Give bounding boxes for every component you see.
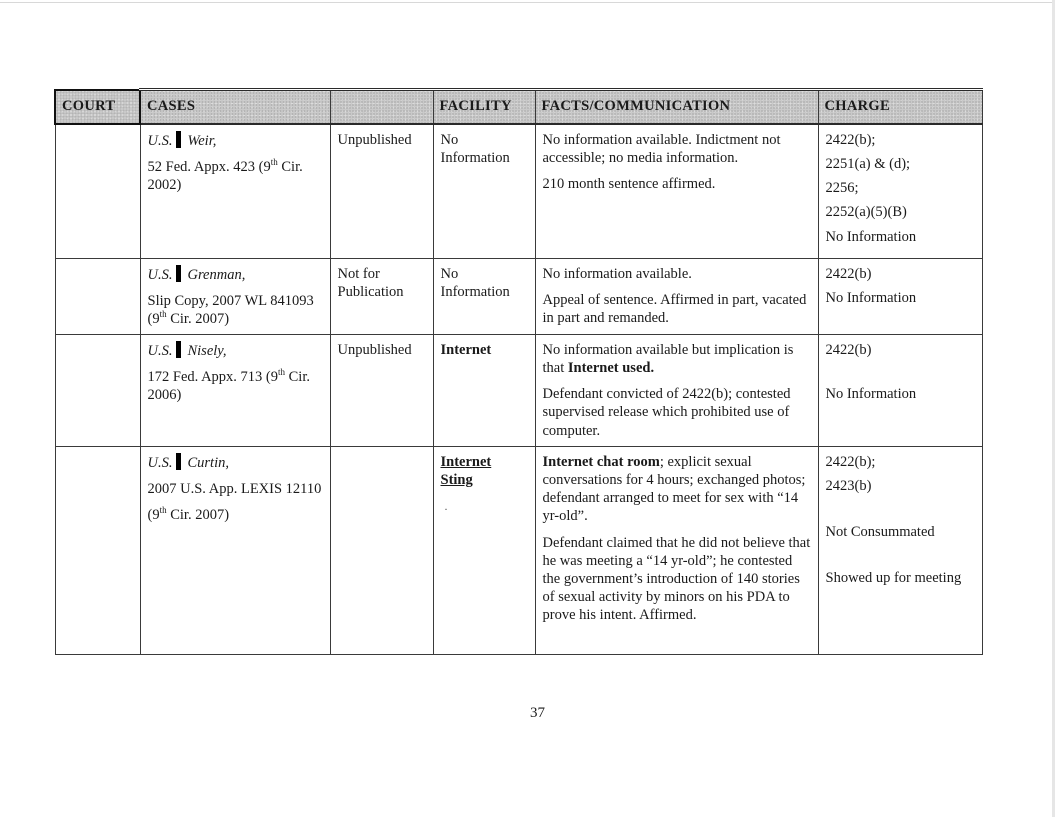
case-citation: Slip Copy, 2007 WL 841093 (9th Cir. 2007): [147, 292, 314, 327]
table-row: [55, 447, 982, 655]
header-cases: CASES: [140, 90, 330, 125]
charge-item: No Information: [825, 289, 917, 306]
header-facility: FACILITY: [433, 90, 535, 125]
charge-item: 2251(a) & (d);: [825, 156, 911, 173]
court-cell: [55, 124, 140, 258]
case-prefix: U.S.: [147, 343, 173, 359]
facility-mark: .: [444, 499, 448, 514]
case-citation: 172 Fed. Appx. 713 (9th Cir. 2006): [147, 367, 310, 404]
facts-paragraph: No information available.: [542, 265, 692, 282]
case-citation-court: (9th Cir. 2007): [147, 505, 230, 524]
case-cell: [140, 124, 330, 258]
case-prefix: U.S.: [147, 266, 173, 283]
table-row: [55, 124, 982, 258]
case-table: [54, 88, 983, 655]
charge-item: 2423(b): [825, 478, 872, 495]
facts-paragraph: Internet chat room; explicit sexual conversations for 4 hours; exchanged photos; defendant arranged to meet for sex with “14 yr-old”.: [542, 454, 806, 525]
page-number: 37: [530, 705, 545, 721]
facts-paragraph: No information available. Indictment not accessible; no media information.: [542, 132, 781, 167]
header-charge: CHARGE: [818, 90, 982, 125]
court-cell: [55, 258, 140, 334]
facts-paragraph: Appeal of sentence. Affirmed in part, vacated in part and remanded.: [542, 291, 807, 326]
facility-cell: No Information: [433, 258, 535, 334]
court-cell: [55, 335, 140, 447]
header-facts: FACTS/COMMUNICATION: [535, 90, 818, 125]
charge-item: 2422(b): [825, 342, 872, 358]
chat-room-text: Internet chat room: [542, 454, 660, 470]
facility-cell: [433, 447, 535, 655]
status-cell: Unpublished: [330, 124, 433, 258]
table-row: [55, 335, 982, 447]
charge-item: No Information: [825, 228, 917, 245]
table-row: [55, 258, 982, 334]
status-cell: Not for Publication: [330, 258, 433, 334]
charge-cell: [818, 258, 982, 334]
charge-item: 2422(b): [825, 265, 872, 282]
redaction-bar: [176, 453, 181, 470]
header-court: COURT: [55, 90, 140, 125]
header-status: [330, 90, 433, 125]
facts-cell: [535, 335, 818, 447]
charge-cell: [818, 447, 982, 655]
facts-paragraph: 210 month sentence affirmed.: [542, 176, 716, 193]
court-cell: [55, 447, 140, 655]
facility-label: Sting: [440, 472, 473, 489]
facts-paragraph: Defendant convicted of 2422(b); contested supervised release which prohibited use of computer.: [542, 386, 791, 439]
case-name: Weir,: [187, 133, 217, 149]
facts-cell: [535, 447, 818, 655]
facility-cell: No Information: [433, 124, 535, 258]
case-name: Grenman,: [187, 266, 246, 283]
charge-cell: [818, 124, 982, 258]
case-cell: [140, 335, 330, 447]
internet-used-text: Internet used.: [567, 360, 655, 377]
case-prefix: U.S.: [147, 133, 173, 149]
top-rule: [0, 2, 1055, 3]
charge-item: 2422(b);: [825, 132, 876, 148]
charge-item: 2422(b);: [825, 454, 876, 470]
redaction-bar: [176, 265, 181, 282]
facts-cell: [535, 124, 818, 258]
case-citation: 2007 U.S. App. LEXIS 12110: [147, 481, 322, 498]
charge-item: Showed up for meeting: [825, 570, 962, 587]
case-cell: [140, 258, 330, 334]
status-cell: Unpublished: [330, 335, 433, 447]
case-citation: 52 Fed. Appx. 423 (9th Cir. 2002): [147, 157, 303, 194]
charge-item: Not Consummated: [825, 524, 935, 541]
redaction-bar: [176, 341, 181, 358]
facts-paragraph: Defendant claimed that he did not believe that he was meeting a “14 yr-old”; he contested the government’s introduction of 140 stories of sexual activity by minors on his PDA to prove his intent. Affirmed.: [542, 534, 811, 623]
charge-item: 2252(a)(5)(B): [825, 204, 907, 221]
facts-paragraph: No information available but implication is that Internet used.: [542, 342, 794, 377]
table-header-row: [55, 90, 982, 125]
charge-cell: [818, 335, 982, 447]
charge-item: 2256;: [825, 180, 859, 197]
facility-cell: Internet: [433, 335, 535, 447]
case-cell: [140, 447, 330, 655]
redaction-bar: [176, 131, 181, 148]
facts-cell: [535, 258, 818, 334]
case-prefix: U.S.: [147, 455, 173, 471]
facility-label: Internet: [440, 454, 492, 470]
charge-item: No Information: [825, 386, 917, 403]
case-name: Nisely,: [187, 343, 227, 359]
status-cell: [330, 447, 433, 655]
case-name: Curtin,: [187, 455, 229, 471]
